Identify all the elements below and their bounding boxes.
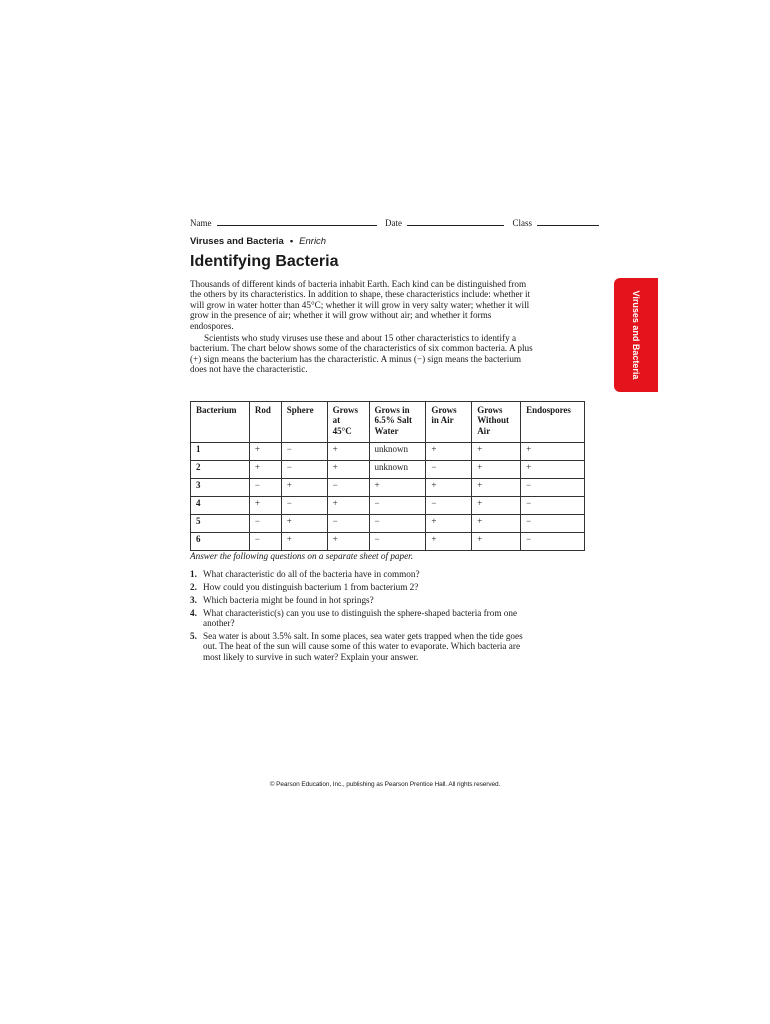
question-number: 1. bbox=[190, 569, 197, 579]
question-text: How could you distinguish bacterium 1 from bacterium 2? bbox=[203, 581, 419, 592]
column-header-text: in Air bbox=[431, 415, 454, 426]
subject-line bbox=[190, 236, 326, 247]
table-cell: + bbox=[426, 515, 472, 533]
table-row bbox=[191, 443, 585, 461]
table-cell: − bbox=[521, 497, 585, 515]
column-header-text: Water bbox=[374, 425, 399, 436]
intro-paragraph-2: Scientists who study viruses use these and about 15 other characteristics to identify a bacterium. The chart below shows some of the characteristics of six common bacteria. A plus (+) sign means the bacterium has the characteristic. A minus (−) sign means the bacterium does not have the characteristic. bbox=[190, 333, 533, 375]
question-item bbox=[190, 569, 535, 579]
table-cell: + bbox=[521, 443, 585, 461]
column-header-text: Endospores bbox=[526, 405, 571, 415]
question-list bbox=[190, 569, 535, 665]
column-header bbox=[472, 402, 521, 443]
bacterium-number-cell: 4 bbox=[191, 497, 250, 515]
table-cell: + bbox=[472, 479, 521, 497]
column-header bbox=[521, 402, 585, 443]
question-number: 5. bbox=[190, 631, 197, 642]
table-cell: − bbox=[281, 497, 327, 515]
column-header-text: Rod bbox=[254, 405, 271, 415]
student-info-line bbox=[190, 216, 605, 228]
question-number: 4. bbox=[190, 607, 197, 618]
question-item bbox=[190, 595, 535, 605]
table-cell: + bbox=[426, 533, 472, 551]
table-cell: − bbox=[249, 533, 281, 551]
bacterium-number-cell: 6 bbox=[191, 533, 250, 551]
question-text: Sea water is about 3.5% salt. In some places, sea water gets trapped when the tide goes out. The heat of the sun will cause some of this water to evaporate. Which bacteria are most likely to survive in such water? Explain your answer. bbox=[203, 631, 523, 662]
table-cell: + bbox=[281, 515, 327, 533]
question-text: What characteristic do all of the bacteria have in common? bbox=[203, 569, 420, 579]
chapter-side-tab bbox=[614, 278, 658, 392]
table-body bbox=[191, 443, 585, 551]
column-header bbox=[191, 402, 250, 443]
date-label: Date bbox=[385, 218, 402, 228]
table-cell: − bbox=[426, 461, 472, 479]
page-title: Identifying Bacteria bbox=[190, 253, 339, 270]
section-name: Enrich bbox=[299, 236, 327, 247]
question-item bbox=[190, 582, 535, 592]
date-blank[interactable] bbox=[407, 216, 504, 226]
column-header-text: Without bbox=[477, 415, 510, 426]
table-cell: − bbox=[327, 479, 369, 497]
bullet-separator: • bbox=[289, 236, 294, 247]
column-header-text: at bbox=[332, 415, 341, 426]
question-text: What characteristic(s) can you use to distinguish the sphere-shaped bacteria from one another? bbox=[203, 607, 518, 629]
table-row bbox=[191, 479, 585, 497]
table-cell: + bbox=[249, 443, 281, 461]
column-header-text: 45°C bbox=[332, 425, 352, 436]
table-row bbox=[191, 461, 585, 479]
table-cell: − bbox=[521, 533, 585, 551]
bacterium-number-cell: 1 bbox=[191, 443, 250, 461]
bacteria-characteristics-table bbox=[190, 401, 585, 551]
table-cell: + bbox=[327, 497, 369, 515]
column-header bbox=[369, 402, 426, 443]
chapter-name: Viruses and Bacteria bbox=[190, 236, 284, 247]
table-cell: + bbox=[249, 497, 281, 515]
column-header-text: Sphere bbox=[286, 405, 314, 415]
answer-instructions: Answer the following questions on a separate sheet of paper. bbox=[190, 551, 414, 561]
column-header-text: Bacterium bbox=[196, 405, 237, 415]
intro-paragraph-1: Thousands of different kinds of bacteria inhabit Earth. Each kind can be distinguished from the others by its characteristics. In addition to shape, these characteristics include: whether it will grow in water hotter than 45°C; whether it will grow in very salty water; whether it will grow in the presence of air; whether it will grow without air; and whether it forms endospores. bbox=[190, 279, 531, 331]
column-header-text: 6.5% Salt bbox=[374, 415, 413, 426]
table-cell: + bbox=[521, 461, 585, 479]
column-header bbox=[281, 402, 327, 443]
table-cell: unknown bbox=[369, 443, 426, 461]
table-cell: − bbox=[426, 497, 472, 515]
column-header bbox=[249, 402, 281, 443]
column-header bbox=[426, 402, 472, 443]
column-header-text: Grows bbox=[332, 405, 358, 415]
class-label: Class bbox=[512, 218, 533, 228]
table-cell: + bbox=[472, 461, 521, 479]
side-tab-label: Viruses and Bacteria bbox=[631, 290, 641, 380]
table-cell: − bbox=[369, 515, 426, 533]
bacterium-number-cell: 5 bbox=[191, 515, 250, 533]
bacterium-number-cell: 2 bbox=[191, 461, 250, 479]
table-row bbox=[191, 497, 585, 515]
copyright-footer: © Pearson Education, Inc., publishing as Pearson Prentice Hall. All rights reserved. bbox=[269, 781, 501, 788]
table-cell: − bbox=[369, 497, 426, 515]
table-cell: + bbox=[472, 497, 521, 515]
table-cell: + bbox=[472, 443, 521, 461]
class-blank[interactable] bbox=[537, 216, 599, 226]
table-cell: − bbox=[281, 443, 327, 461]
name-blank[interactable] bbox=[217, 216, 377, 226]
column-header bbox=[327, 402, 369, 443]
table-cell: + bbox=[472, 533, 521, 551]
table-cell: + bbox=[327, 533, 369, 551]
table-cell: + bbox=[426, 443, 472, 461]
question-number: 3. bbox=[190, 594, 197, 605]
column-header-text: Grows bbox=[477, 405, 503, 415]
table-cell: − bbox=[281, 461, 327, 479]
question-number: 2. bbox=[190, 581, 197, 592]
question-text: Which bacteria might be found in hot springs? bbox=[203, 594, 374, 605]
table-cell: − bbox=[521, 515, 585, 533]
table-cell: unknown bbox=[369, 461, 426, 479]
table-cell: − bbox=[249, 515, 281, 533]
question-item bbox=[190, 631, 535, 662]
table-cell: + bbox=[369, 479, 426, 497]
table-cell: + bbox=[281, 533, 327, 551]
column-header-text: Air bbox=[477, 425, 491, 436]
table-cell: − bbox=[521, 479, 585, 497]
table-cell: + bbox=[249, 461, 281, 479]
table-cell: − bbox=[369, 533, 426, 551]
name-label: Name bbox=[190, 218, 212, 228]
table-cell: + bbox=[281, 479, 327, 497]
question-item bbox=[190, 608, 535, 629]
table-cell: + bbox=[327, 461, 369, 479]
table-cell: − bbox=[249, 479, 281, 497]
bacterium-number-cell: 3 bbox=[191, 479, 250, 497]
table-cell: − bbox=[327, 515, 369, 533]
table-cell: + bbox=[426, 479, 472, 497]
table-cell: + bbox=[327, 443, 369, 461]
table-cell: + bbox=[472, 515, 521, 533]
table-row bbox=[191, 533, 585, 551]
column-header-text: Grows bbox=[431, 405, 457, 415]
column-header-text: Grows in bbox=[374, 405, 410, 415]
table-header-row bbox=[191, 402, 585, 443]
table-row bbox=[191, 515, 585, 533]
